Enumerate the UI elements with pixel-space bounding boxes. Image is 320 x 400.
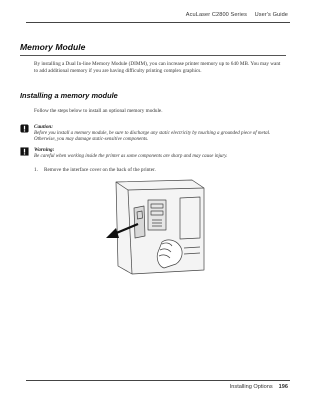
caution-text: Before you install a memory module, be sure to discharge any static electricity by touching a grounded piece of metal. Otherwise, you may damage static-sensitive components. bbox=[34, 130, 271, 143]
warning-label: Warning: bbox=[34, 147, 55, 153]
caution-icon bbox=[20, 124, 29, 133]
page-number: 196 bbox=[278, 384, 288, 390]
step-text: Remove the interface cover on the back of the printer. bbox=[44, 167, 156, 173]
header-product: AcuLaser C2800 Series bbox=[185, 12, 247, 18]
header-rule bbox=[26, 22, 290, 23]
running-footer bbox=[230, 384, 288, 390]
printer-back-illustration bbox=[92, 178, 212, 278]
section-intro: By installing a Dual In-line Memory Module (DIMM), you can increase printer memory up to 640 MB. You may want to add additional memory if you are having difficulty printing complex graphics. bbox=[34, 61, 281, 75]
step-number: 1. bbox=[34, 167, 38, 173]
section-title: Memory Module bbox=[20, 42, 86, 52]
running-header bbox=[186, 12, 288, 18]
step-item bbox=[34, 167, 156, 173]
warning-icon bbox=[20, 147, 29, 156]
section-rule bbox=[20, 55, 286, 56]
warning-text: Be careful when working inside the printer as some components are sharp and may cause injury. bbox=[34, 153, 228, 159]
footer-section: Installing Options bbox=[229, 384, 273, 390]
caution-label: Caution: bbox=[34, 124, 54, 130]
subsection-intro: Follow the steps below to install an optional memory module. bbox=[34, 108, 163, 114]
subsection-title: Installing a memory module bbox=[20, 91, 118, 100]
header-guide: User's Guide bbox=[254, 12, 288, 18]
footer-rule bbox=[26, 380, 290, 381]
